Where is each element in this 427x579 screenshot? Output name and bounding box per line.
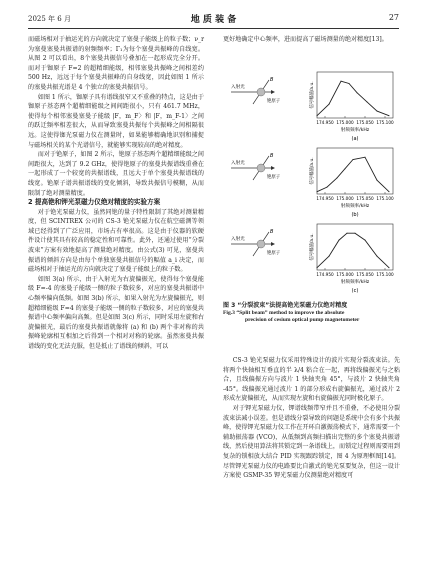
x-tick-label: 175.050 [356, 272, 374, 277]
data-point [377, 111, 378, 112]
data-point [367, 101, 368, 102]
resonance-curve [317, 157, 389, 192]
data-point [357, 92, 358, 93]
atom-symbol [257, 240, 265, 248]
atom-symbol [257, 88, 265, 96]
data-point [365, 240, 366, 241]
data-point [377, 256, 378, 257]
data-point [355, 233, 356, 234]
data-point [327, 187, 328, 188]
x-tick-label: 174.950 [316, 120, 334, 125]
y-axis-label: 信号幅值/a.u. [310, 233, 315, 261]
y-axis-label: 信号幅值/a.u. [310, 157, 315, 185]
incident-light-label: 入射光 [231, 237, 245, 242]
x-tick-label: 175.000 [336, 272, 354, 277]
incident-light-label: 入射光 [231, 161, 245, 166]
page-header [28, 12, 399, 26]
paragraph: 对于铯光泵磁力仪，虽然同铯的量子特性限制了其绝对测量精度，但 SCINTREX 公司的 CS-3 铯光泵磁力仪在航空磁测等领域已经得到了广泛应用，市场占有率很高。这是由于仪器的软硬件设计使其具有较高的稳定性和可靠性。此外，还通过使用“分裂波束”方案有效地提高了测量绝对精度。由公式(3) 可见，塞曼共振谱的倾斜方向是由每个单独塞曼共振信号的幅值 a_i 决定，而磁场相对于抽运光的方向就决定了塞曼子能级上的粒子数。 [28, 208, 204, 274]
x-tick-label: 175.100 [376, 196, 394, 201]
x-tick-label: 175.100 [376, 272, 394, 277]
x-axis-label: 射频频率/kHz [340, 204, 370, 209]
caption-en-line2: precision of cesium optical pump magnetometer [245, 317, 360, 324]
data-point [317, 115, 318, 116]
x-tick-label: 175.050 [356, 120, 374, 125]
data-point [345, 168, 346, 169]
panel-label: (a) [351, 136, 359, 142]
figure-3 [223, 66, 400, 296]
paragraph: 对于钾光泵磁力仪，钾谱线频带窄并且不重叠，不必使用分裂波束法减小误差。但是谱线分裂导致的问题是系统中会有多个共振峰，使得钾光泵磁力仪工作在开环自激振荡模式下，通常需要一个辅助振荡器 (VCO)，从低频到高频扫描出完整的多个塞曼共振谱线，然后使用算法将其锁定到一条谱线上，而锁定过程则需要用到复杂的锁相放大结合 PID 实现跟踪锁定，图 4 为原理框图[14]。尽管钾光泵磁力仪的电路要比自激式的铯光泵要复杂，但这一设计方案使 GSMP-35 钾光泵磁力仪测量绝对精度可 [223, 404, 400, 480]
data-point [365, 157, 366, 158]
x-tick-label: 175.000 [336, 120, 354, 125]
data-point [347, 233, 348, 234]
atom-label: 铯原子 [267, 99, 281, 104]
data-point [389, 115, 390, 116]
paragraph: 如图 1 所示，铷原子具有谱线很窄又不重叠的特点，这是由于铷原子基态两个超精细能级之间间距很小，只有 461.7 MHz，使得每个相邻塞曼塞曼子能级 |F，m_F〉和 |F，m_F-1〉之间的跃迁频率相差很大，从而导致塞曼共振每个共振峰之间相隔很远。这使得铷光泵磁力仪在测量时，如果能够精确地识别和捕捉与磁场相关的某个光谱信号，就能够实现较高的绝对精度。 [28, 93, 204, 149]
issue-date: 2025 年 6 月 [28, 15, 71, 23]
paragraph: 更好地确定中心频率，进而提高了磁场测量的绝对精度[13]。 [223, 36, 388, 43]
atom-label: 铯原子 [267, 251, 281, 256]
data-point [339, 240, 340, 241]
page-number: 27 [388, 13, 399, 22]
data-point [353, 159, 354, 160]
plot-frame [317, 72, 393, 118]
x-tick-label: 174.950 [316, 196, 334, 201]
field-b-label: B [270, 229, 274, 235]
plot-frame [317, 148, 393, 194]
beam-arrow [271, 242, 275, 246]
paragraph: 如图 3(a) 所示，由于入射光为右旋偏振光，使得每个塞曼能级 F=-4 的塞曼子能级一侧的粒子数较多，对应的塞曼共振谱中心频率偏向低频。如图 3(b) 所示，如果入射光为左旋偏振光，则超精细能级 F=4 的塞曼子能级一侧的粒子数较多，对应的塞曼共振谱中心频率偏向高频。但是如图 3(c) 所示，同时采用左旋和右旋偏振光，最后的塞曼共振谱就像将 (a) 和 (b) 两个非对称的共振峰轮廓相互相加之后得到一个相对对称的轮廓。虽然塞曼共振谱线的变化无法克服，但是抵止了谱线的倾斜，可以 [28, 275, 204, 350]
x-tick-label: 175.100 [376, 120, 394, 125]
data-point [337, 177, 338, 178]
data-point [317, 267, 318, 268]
header-rule [28, 28, 399, 29]
data-point [329, 256, 330, 257]
caption-en-line1: Fig.3 “Split beam” method to improve the absolute [223, 310, 345, 316]
data-point [377, 180, 378, 181]
paragraph: CS-3 铯光泵磁力仪采用特殊设计的波片实现分裂波束法。先将两个快轴相互垂直的半 λ/4 粘合在一起，再将线偏振光与之粘合，且线偏振方向与波片 1 快轴夹角 45°，与波片 2 快轴夹角 -45°。线偏振光通过波片 1 的部分形成右旋偏振光，通过波片 2 形成左旋偏振光，从而实现左旋和右旋偏振光同时极化原子。 [223, 357, 400, 403]
panel-label: (c) [351, 288, 359, 294]
x-axis-label: 射频频率/kHz [340, 280, 370, 285]
section-heading: 2 提高铯和钾光泵磁力仪绝对精度的实验方案 [28, 198, 161, 207]
right-column-bottom [223, 356, 400, 481]
plot-frame [317, 224, 393, 270]
caption-zh: 图 3 “分裂波束”法提高铯光泵磁力仪绝对精度 [223, 302, 348, 309]
journal-name: 地 质 装 备 [190, 15, 237, 25]
x-tick-label: 174.950 [316, 272, 334, 277]
panel-label: (b) [351, 212, 359, 218]
data-point [389, 191, 390, 192]
incident-light-label: 入射光 [231, 85, 245, 90]
x-tick-label: 175.050 [356, 196, 374, 201]
resonance-curve [317, 81, 389, 116]
data-point [349, 83, 350, 84]
figure-caption [223, 302, 400, 325]
data-point [389, 267, 390, 268]
resonance-curve [317, 233, 389, 268]
y-axis-label: 信号幅值/a.u. [310, 81, 315, 109]
data-point [341, 81, 342, 82]
right-column-top [223, 35, 400, 45]
data-point [317, 191, 318, 192]
field-b-label: B [270, 77, 274, 83]
atom-symbol [257, 164, 265, 172]
x-axis-label: 射频频率/kHz [340, 128, 370, 133]
beam-arrow [271, 90, 275, 94]
x-tick-label: 175.000 [336, 196, 354, 201]
paragraph: 而对于铯原子，如图 2 所示，铯原子基态两个超精细能级之间间距很大，达到了 9.2 GHz，使得铯原子的塞曼共振谱线重叠在一起形成了一个较宽的共振谱线，且远大于单个塞曼共振谱线的线宽。铯原子谱共振谱线的变化倾斜，导致共振信号模糊，从而限制了绝对测量精度。 [28, 151, 204, 197]
paragraph: 而磁场相对于抽运光的方向就决定了塞曼子能级上的粒子数；ν_r 为塞曼塞曼共振谱的射频频率；Γ₁为每个塞曼共振峰的自线宽。从图 2 可以看出，8个塞曼共振信号叠加在一起形成完全分开。而对于铷原子 F=2 的超精细能级，相邻塞曼共振峰之间相差约 500 Hz，远远于每个塞曼共振峰的自身线宽，因此如图 1 所示的塞曼共振光谱是 4 个独立的塞曼共振信号。 [28, 36, 204, 91]
atom-label: 铯原子 [267, 175, 281, 180]
data-point [329, 104, 330, 105]
field-b-label: B [270, 153, 274, 159]
left-column [28, 35, 204, 352]
beam-arrow [271, 166, 275, 170]
